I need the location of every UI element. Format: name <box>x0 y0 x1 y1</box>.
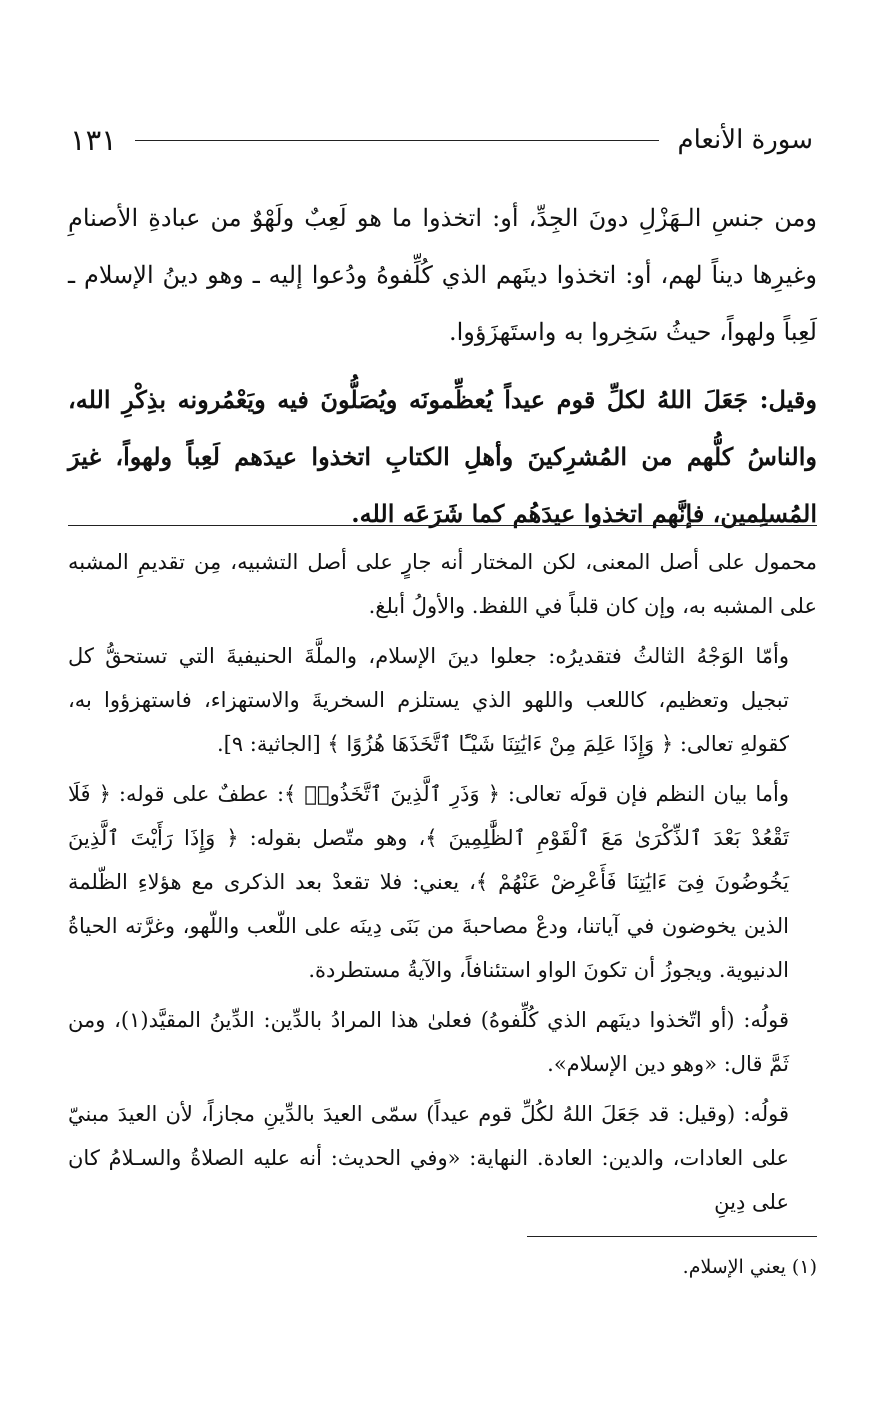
commentary-paragraph: وأمّا الوَجْهُ الثالثُ فتقديرُه: جعلوا دينَ الإسلام، والملَّةَ الحنيفيةَ التي تستحقُّ كل تبجيل وتعظيم، كاللعب واللهو الذي يستلزم السخريةَ والاستهزاء، فاستهزؤوا به، كقولهِ تعالى: ﴿ وَإِذَا عَلِمَ مِنْ ءَايَٰتِنَا شَيْـًٔا ٱتَّخَذَهَا هُزُوًا ﴾ [الجاثية: ٩]. <box>68 644 789 756</box>
footnote-rule <box>527 1236 817 1237</box>
main-paragraph: ومن جنسِ الـهَزْلِ دونَ الجِدِّ، أو: اتخذوا ما هو لَعِبٌ ولَهْوٌ من عبادةِ الأصنامِ وغيرِها ديناً لهم، أو: اتخذوا دينَهم الذي كُلِّفوهُ ودُعوا إليه ـ وهو دينُ الإسلام ـ لَعِباً ولهواً، حيثُ سَخِروا به واستَهزَؤوا. <box>68 204 818 346</box>
running-header <box>70 118 813 162</box>
commentary-paragraph: وأما بيان النظم فإن قولَه تعالى: ﴿ وَذَرِ ٱلَّذِينَ ٱتَّخَذُوا۟ ﴾: عطفٌ على قوله: ﴿ فَلَا تَقْعُدْ بَعْدَ ٱلذِّكْرَىٰ مَعَ ٱلْقَوْمِ ٱلظَّٰلِمِينَ ﴾، وهو متّصل بقوله: ﴿ وَإِذَا رَأَيْتَ ٱلَّذِينَ يَخُوضُونَ فِىٓ ءَايَٰتِنَا فَأَعْرِضْ عَنْهُمْ ﴾، يعني: فلا تقعدْ بعد الذكرى مع هؤلاءِ الظّلمة الذين يخوضون في آياتنا، ودعْ مصاحبةَ من بَنَى دِينَه على اللّعب واللّهو، وغرَّته الحياةُ الدنيوية. ويجوزُ أن تكونَ الواو استئنافاً، والآيةُ مستطردة. <box>68 782 789 982</box>
main-text <box>68 190 817 542</box>
surah-title: سورة الأنعام <box>677 125 813 155</box>
section-separator <box>68 525 817 526</box>
commentary-paragraph: قولُه: (وقيل: قد جَعَلَ اللهُ لكُلِّ قوم عيداً) سمّى العيدَ بالدِّينِ مجازاً، لأن العيدَ مبنيّ على العادات، والدين: العادة. النهاية: «وفي الحديث: أنه عليه الصلاةُ والسـلامُ كان على دِينِ <box>68 1102 789 1214</box>
commentary-text <box>68 540 817 1224</box>
page-number: ١٣١ <box>70 123 117 157</box>
footnote: (١) يعني الإسلام. <box>682 1256 817 1278</box>
main-paragraph: وقيل: جَعَلَ اللهُ لكلِّ قوم عيداً يُعظِّمونَه ويُصَلُّونَ فيه ويَعْمُرونه بذِكْرِ الله، والناسُ كلُّهم من المُشرِكينَ وأهلِ الكتابِ اتخذوا عيدَهم لَعِباً ولهواً، غيرَ المُسلِمين، فإنَّهم اتخذوا عيدَهُم كما شَرَعَه الله. <box>68 385 817 528</box>
commentary-paragraph: محمول على أصل المعنى، لكن المختار أنه جارٍ على أصل التشبيه، مِن تقديمِ المشبه على المشبه به، وإن كان قلباً في اللفظ. والأولُ أبلغ. <box>68 550 817 618</box>
header-rule <box>135 140 660 141</box>
commentary-paragraph: قولُه: (أو اتّخذوا دينَهم الذي كُلِّفوهُ) فعلىٰ هذا المرادُ بالدِّين: الدِّينُ المقيَّد(١)، ومن ثَمَّ قال: «وهو دين الإسلام». <box>68 1008 789 1076</box>
